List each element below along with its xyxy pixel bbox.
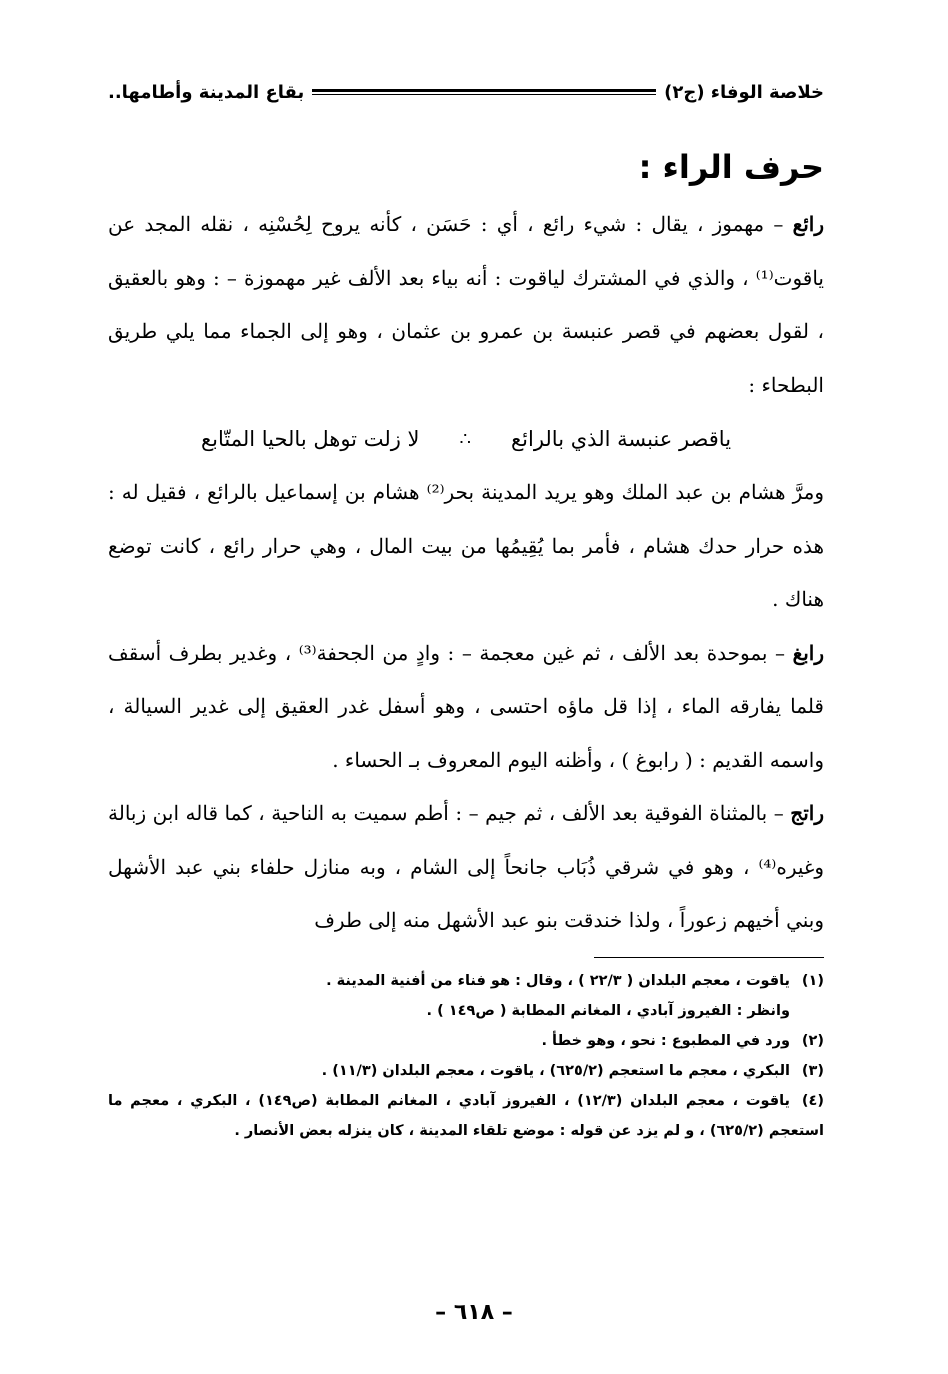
footnote-text: ياقوت ، معجم البلدان ( ٢٢/٣ ) ، وقال : هو فناء من أفنية المدينة . [326,973,790,989]
paragraph-rabigh [108,627,824,788]
main-text [108,140,824,948]
footnote-number: (٤) [801,1093,824,1109]
footnote-text: ورد في المطبوع : نحو ، وهو خطأ . [541,1033,790,1049]
poetry-verse [108,412,824,466]
running-header [108,76,824,108]
verse-first-hemistich: ياقصر عنبسة الذي بالرائع [510,427,732,451]
header-rule [312,89,656,95]
entry-text: – بموحدة بعد الألف ، ثم غين معجمة – : وادٍ من الجحفة⁽³⁾ ، وغدير بطرف أسقف قلما يفارقه الماء ، إذا قل ماؤه احتسى ، وهو أسفل غدر العقيق إلى غدير السيالة ، واسمه القديم : ( رابوغ ) ، وأظنه اليوم المعروف بـ الحساء . [108,640,824,772]
paragraph-ratij [108,787,824,948]
verse-separator: ∴ [459,428,471,450]
verse-second-hemistich: لا زلت توهل بالحيا المتّابع [200,427,420,451]
footnote-number: (٢) [801,1033,824,1049]
entry-text: – بالمثناة الفوقية بعد الألف ، ثم جيم – : أطم سميت به الناحية ، كما قاله ابن زبالة وغيره⁽⁴⁾ ، وهو في شرقي ذُبَاب جانحاً إلى الشام ، وبه منازل حلفاء بني عبد الأشهل وبني أخيهم زعوراً ، ولذا خندقت بنو عبد الأشهل منه إلى طرف [108,801,824,932]
footnote [108,966,824,996]
paragraph-hisham [108,466,824,627]
entry-text: ومرَّ هشام بن عبد الملك وهو يريد المدينة بحر⁽²⁾ هشام بن إسماعيل بالرائع ، فقيل له : هذه حرار حدك هشام ، فأمر بما يُقِيمُها من بيت المال ، وهي حرار رائع ، كانت توضع هناك . [108,480,824,611]
footnote [108,1086,824,1146]
chapter-heading: حرف الراء : [638,148,824,186]
entry-term: رائع [792,212,824,236]
footnote-text: البكري ، معجم ما استعجم (٦٢٥/٢) ، ياقوت ، معجم البلدان (١١/٣) . [321,1063,790,1079]
footnote [108,1056,824,1086]
book-title: خلاصة الوفاء (ج٢) [664,81,824,103]
footnote-text: ياقوت ، معجم البلدان (١٢/٣) ، الفيروز آبادي ، المغانم المطابة (ص١٤٩) ، البكري ، معجم ما استعجم (٦٢٥/٢) ، و لم يزد عن قوله : موضع تلقاء المدينة ، كان ينزله بعض الأنصار . [108,1093,824,1139]
footnote [108,996,824,1026]
footnotes [108,966,824,1146]
entry-term: رابغ [792,640,825,665]
entry-term: راتج [790,801,824,825]
footnote [108,1026,824,1056]
entry-text: – مهموز ، يقال : شيء رائع ، أي : حَسَن ، كأنه يروح لِحُسْنِه ، نقله المجد عن ياقوت⁽¹⁾ ، والذي في المشترك لياقوت : أنه بياء بعد الألف غير مهموزة – : وهو بالعقيق ، لقول بعضهم في قصر عنبسة بن عمرو بن عثمان ، وهو إلى الجماء مما يلي طريق البطحاء : [108,212,824,397]
footnote-number: (٣) [801,1063,824,1079]
footnote-separator [594,957,824,958]
page-number: – ٦١٨ – [435,1300,513,1325]
footnote-number: (١) [801,973,824,989]
paragraph-raee [108,198,824,412]
section-title: بقاع المدينة وأطامها.. [108,81,305,103]
footnote-text: وانظر : الفيروز آبادي ، المغانم المطابة ( ص١٤٩ ) . [426,1003,790,1019]
